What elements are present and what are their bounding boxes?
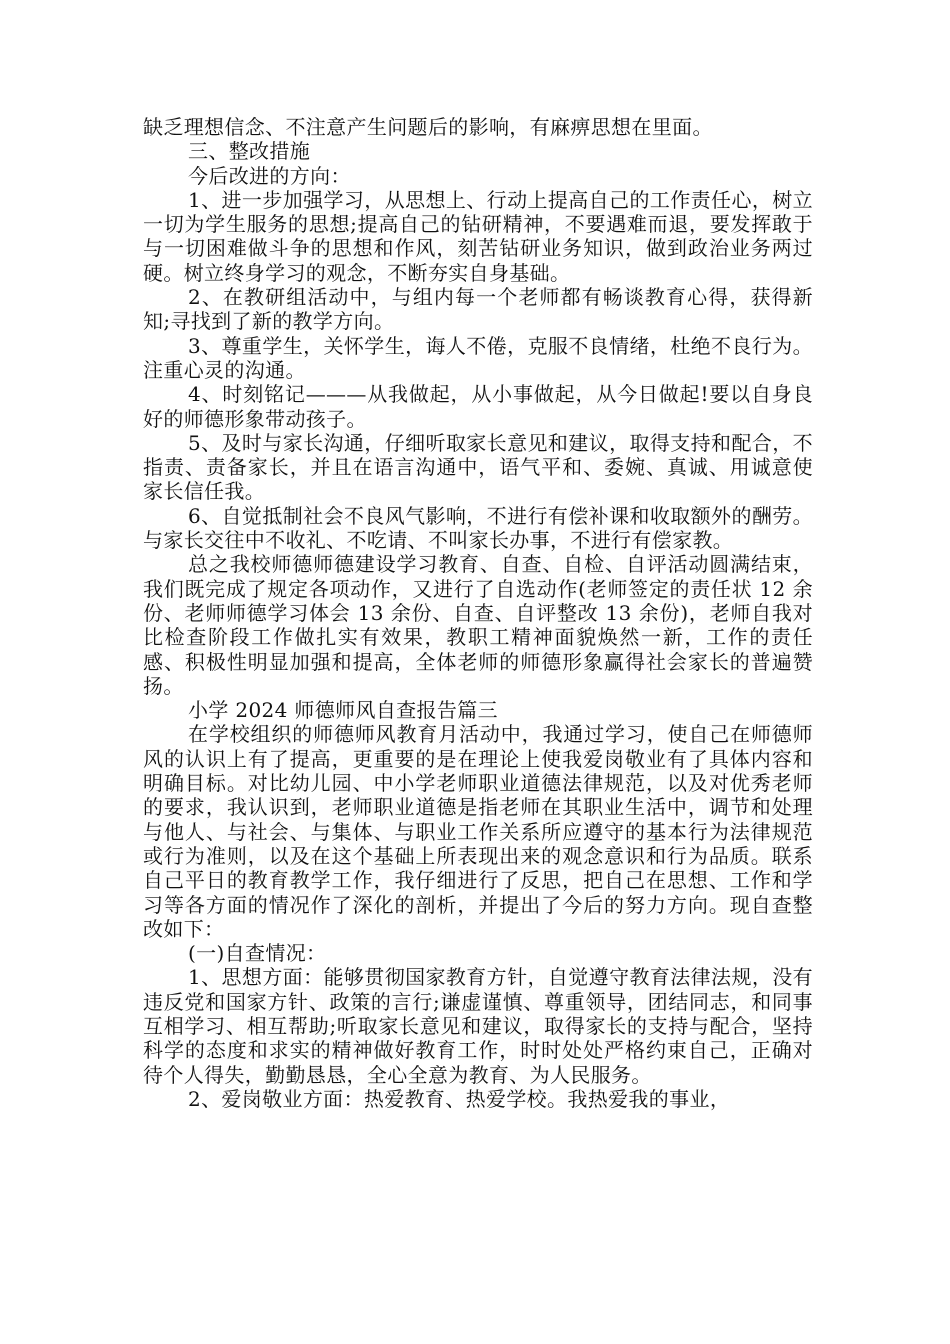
document-body	[143, 115, 813, 1111]
paragraph-intro: 在学校组织的师德师风教育月活动中，我通过学习，使自己在师德师风的认识上有了提高，更重要的是在理论上使我爱岗敬业有了具体内容和明确目标。对比幼儿园、中小学老师职业道德法律规范，以及对优秀老师的要求，我认识到，老师职业道德是指老师在其职业生活中，调节和处理与他人、与社会、与集体、与职业工作关系所应遵守的基本行为法律规范或行为准则，以及在这个基础上所表现出来的观念意识和行为品质。联系自己平日的教育教学工作，我仔细进行了反思，把自己在思想、工作和学习等各方面的情况作了深化的剖析，并提出了今后的努力方向。现自查整改如下：	[143, 722, 813, 941]
list-item-4: 4、时刻铭记———从我做起，从小事做起，从今日做起!要以自身良好的师德形象带动孩子。	[143, 382, 813, 431]
list-item-dedication: 2、爱岗敬业方面：热爱教育、热爱学校。我热爱我的事业，	[188, 1086, 731, 1111]
list-item-5: 5、及时与家长沟通，仔细听取家长意见和建议，取得支持和配合，不指责、责备家长，并且在语言沟通中，语气平和、委婉、真诚、用诚意使家长信任我。	[143, 430, 813, 504]
paragraph-1: 缺乏理想信念、不注意产生问题后的影响，有麻痹思想在里面。	[143, 115, 713, 139]
subheading-self-check: (一)自查情况：	[188, 941, 327, 966]
list-item-3: 3、尊重学生，关怀学生，诲人不倦，克服不良情绪，杜绝不良行为。注重心灵的沟通。	[143, 333, 813, 382]
paragraph-improvement-direction: 今后改进的方向：	[188, 163, 351, 188]
list-item-thought: 1、思想方面：能够贯彻国家教育方针，自觉遵守教育法律法规，没有违反党和国家方针、政策的言行;谦虚谨慎、尊重领导，团结同志，和同事互相学习、相互帮助;听取家长意见和建议，取得家长的支持与配合，坚持科学的态度和求实的精神做好教育工作，时时处处严格约束自己，正确对待个人得失，勤勤恳恳，全心全意为教育、为人民服务。	[143, 965, 813, 1087]
paragraph-summary: 总之我校师德师德建设学习教育、自查、自检、自评活动圆满结束，我们既完成了规定各项动作，又进行了自选动作(老师签定的责任状 12 余份、老师师德学习体会 13 余份、自查、自评整改 13 余份)，老师自我对比检查阶段工作做扎实有效果，教职工精神面貌焕然一新，工作的责任感、积极性明显加强和提高，全体老师的师德形象赢得社会家长的普遍赞扬。	[143, 552, 813, 698]
section-title-part-three: 小学 2024 师德师风自查报告篇三	[188, 698, 498, 723]
list-item-1: 1、进一步加强学习，从思想上、行动上提高自己的工作责任心，树立一切为学生服务的思想;提高自己的钻研精神，不要遇难而退，要发挥敢于与一切困难做斗争的思想和作风，刻苦钻研业务知识，做到政治业务两过硬。树立终身学习的观念，不断夯实自身基础。	[143, 187, 813, 285]
section-heading-rectification: 三、整改措施	[188, 139, 311, 164]
list-item-2: 2、在教研组活动中，与组内每一个老师都有畅谈教育心得，获得新知;寻找到了新的教学方向。	[143, 285, 813, 334]
list-item-6: 6、自觉抵制社会不良风气影响，不进行有偿补课和收取额外的酬劳。与家长交往中不收礼、不吃请、不叫家长办事，不进行有偿家教。	[143, 503, 813, 553]
